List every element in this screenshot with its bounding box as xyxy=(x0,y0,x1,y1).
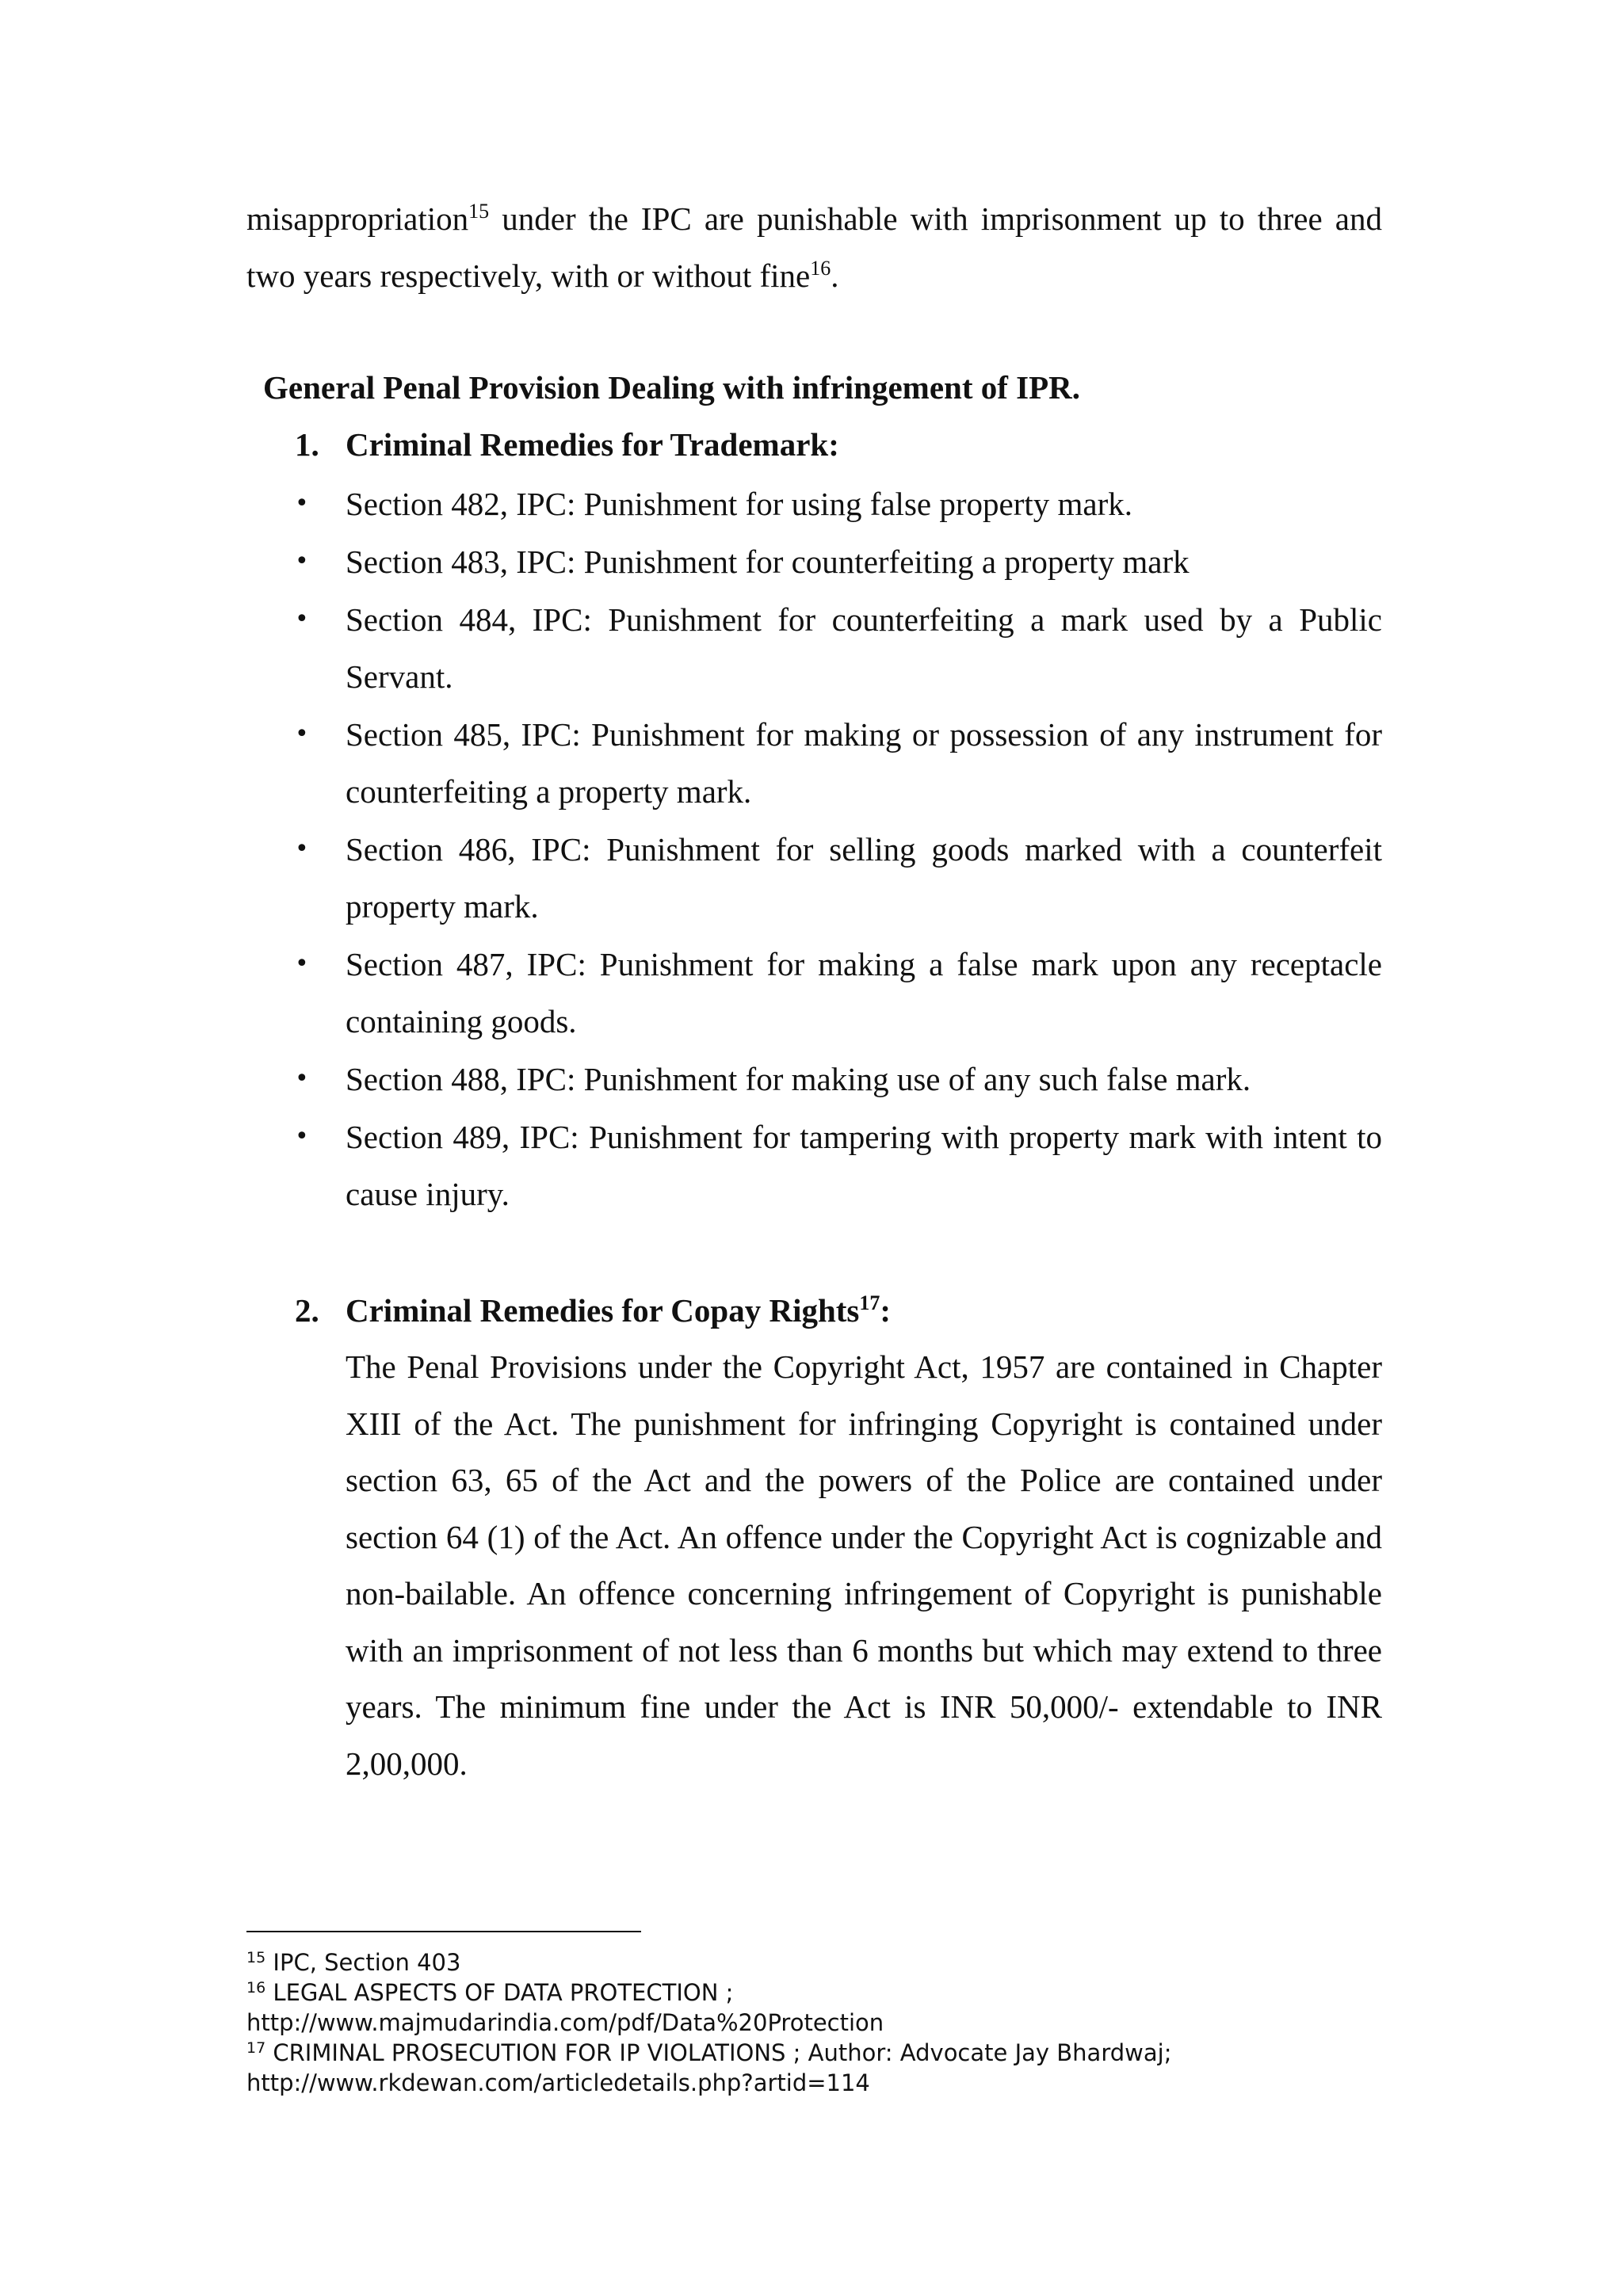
footnote-16 xyxy=(246,1978,1435,2008)
list-item xyxy=(295,475,1382,532)
footnote-17-text: CRIMINAL PROSECUTION FOR IP VIOLATIONS ; Author: Advocate Jay Bhardwaj; xyxy=(265,2039,1172,2066)
footnote-15 xyxy=(246,1947,1435,1978)
trademark-section-title xyxy=(295,424,1382,465)
list-item-text: Section 486, IPC: Punishment for selling goods marked with a counterfeit property mark. xyxy=(346,831,1382,925)
list-item-text: Section 487, IPC: Punishment for making a false mark upon any receptacle containing goods. xyxy=(346,946,1382,1039)
bullet-icon: • xyxy=(295,605,309,633)
intro-text-2: under the IPC are punishable with imprisonment up to three and two years respectively, with or without fine xyxy=(246,200,1382,294)
list-item xyxy=(295,1108,1382,1222)
footnote-16-link[interactable]: http://www.majmudarindia.com/pdf/Data%20Protection xyxy=(246,2009,884,2036)
footnote-mark-15: 15 xyxy=(246,1949,266,1966)
trademark-section-title-text: Criminal Remedies for Trademark: xyxy=(346,426,839,463)
list-item-text: Section 485, IPC: Punishment for making or possession of any instrument for counterfeiting a property mark. xyxy=(346,716,1382,810)
list-item xyxy=(295,591,1382,705)
bullet-icon: • xyxy=(295,1123,309,1150)
bullet-icon: • xyxy=(295,547,309,575)
footnote-divider xyxy=(246,1931,641,1932)
list-item-text: Section 483, IPC: Punishment for counterfeiting a property mark xyxy=(346,543,1190,580)
list-item-text: Section 488, IPC: Punishment for making use of any such false mark. xyxy=(346,1061,1251,1097)
list-item xyxy=(295,706,1382,820)
intro-text-1: misappropriation xyxy=(246,200,469,237)
bullet-icon: • xyxy=(295,950,309,978)
footnote-ref-17[interactable]: 17 xyxy=(859,1291,880,1314)
copyright-section-title-text: Criminal Remedies for Copay Rights xyxy=(346,1292,860,1329)
footnote-mark-17: 17 xyxy=(246,2039,266,2057)
footnote-ref-15[interactable]: 15 xyxy=(468,200,490,223)
intro-text-3: . xyxy=(831,257,839,294)
footnote-15-text: IPC, Section 403 xyxy=(265,1949,461,1976)
bullet-icon: • xyxy=(295,1065,309,1093)
bullet-icon: • xyxy=(295,490,309,517)
copyright-paragraph: The Penal Provisions under the Copyright Act, 1957 are contained in Chapter XIII of the Act. The punishment for infringing Copyright is contained under section 63, 65 of the Act and the powers of the Police are contained under section 64 (1) of the Act. An offence under the Copyright Act is cognizable and non-bailable. An offence concerning infringement of Copyright is punishable with an imprisonment of not less than 6 months but which may extend to three years. The minimum fine under the Act is INR 50,000/- extendable to INR 2,00,000. xyxy=(346,1348,1382,1782)
footnote-17-link[interactable]: http://www.rkdewan.com/articledetails.php?artid=114 xyxy=(246,2069,870,2096)
list-item-text: Section 482, IPC: Punishment for using false property mark. xyxy=(346,486,1132,522)
copyright-section-title xyxy=(295,1290,1382,1331)
list-item xyxy=(295,1051,1382,1108)
list-item-text: Section 489, IPC: Punishment for tampering with property mark with intent to cause injury. xyxy=(346,1119,1382,1212)
footnote-mark-16: 16 xyxy=(246,1979,266,1997)
bullet-icon: • xyxy=(295,720,309,748)
list-item xyxy=(295,936,1382,1050)
bullet-icon: • xyxy=(295,835,309,863)
footnotes xyxy=(246,1947,1435,2098)
trademark-provisions-list xyxy=(295,475,1382,1223)
section-heading: General Penal Provision Dealing with infringement of IPR. xyxy=(263,369,1081,406)
list-item xyxy=(295,821,1382,935)
list-item xyxy=(295,533,1382,590)
intro-paragraph xyxy=(246,190,1382,304)
footnote-17 xyxy=(246,2038,1435,2068)
copyright-section-number: 2. xyxy=(295,1292,319,1329)
trademark-section-number: 1. xyxy=(295,426,319,463)
list-item-text: Section 484, IPC: Punishment for counterfeiting a mark used by a Public Servant. xyxy=(346,601,1382,695)
footnote-16-text: LEGAL ASPECTS OF DATA PROTECTION ; xyxy=(265,1979,734,2006)
footnote-ref-16[interactable]: 16 xyxy=(810,257,831,280)
copyright-section-title-suffix: : xyxy=(880,1292,892,1329)
